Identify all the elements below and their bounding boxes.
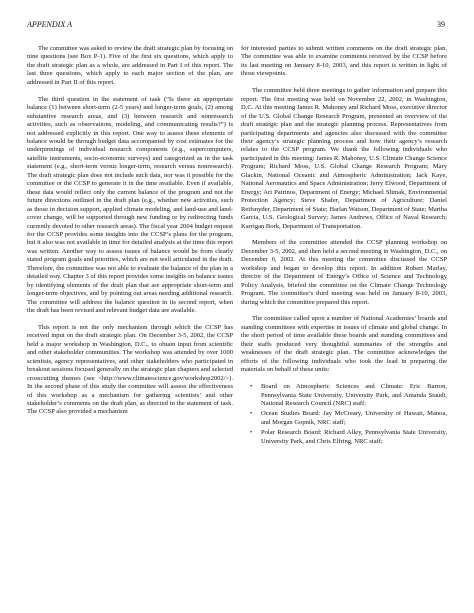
list-item bbox=[241, 383, 447, 408]
bullet-icon: • bbox=[250, 383, 253, 391]
paragraph: Members of the committee attended the CCSP planning workshop on December 3-5, 2002, and then held a second meeting in Washington, D.C., on December 6, 2002. At this meeting the committee discussed the CCSP workshop and began to develop this report. In addition Robert Marlay, director of the Department of Energy’s Office of Science and Technology Policy Analysis, briefed the committee on the Climate Change Technology Program. The committee’s third meeting was held on January 8-10, 2003, during which the committee prepared this report. bbox=[241, 239, 447, 306]
paragraph: The committee was asked to review the draft strategic plan by focusing on nine questions (see Box P-1). Five of the first six questions, which apply to the draft strategic plan as a whole, are addressed in Part I of this report. The last three questions, which apply to each major section of the plan, are addressed in Part II of this report. bbox=[27, 45, 233, 86]
list-item-text: Board on Atmospheric Sciences and Climate: Eric Barron, Pennsylvania State University, University Park, and Amanda Staudt, National Research Council (NRC) staff; bbox=[261, 383, 447, 407]
units-list bbox=[241, 383, 447, 446]
paragraph: The committee called upon a number of National Academies’ boards and standing committees with expertise in issues of climate and global change. In the short period of time available these boards and standing committees and their staffs produced very thoughtful summaries of the strengths and weaknesses of the draft strategic plan. The committee acknowledges the efforts of the following individuals who took the lead in preparing the materials on behalf of these units: bbox=[241, 315, 447, 374]
running-head: APPENDIX A bbox=[27, 20, 72, 29]
bullet-icon: • bbox=[250, 410, 253, 418]
paragraph: The third question in the statement of task (“Is there an appropriate balance (1) between short-term (2-5 years) and longer-term goals, (2) among substantive research areas, and (3) between research and nonresearch activities, such as observations, modeling, and communicating results?”) is not addressed explicitly in this report. One way to assess these elements of balance would be through budget data accompanied by cost estimates for the underpinnings of individual research components (e.g., supercomputers, satellite instruments, socio-economic surveys) and categorized as in the task statement (e.g., short-term versus longer-term, research versus nonresearch). The draft strategic plan does not include such data, nor was it possible for the committee or the CCSP to generate it in the time available. Even if available, these data would reflect only the current balance of the program and not the future directions outlined in the draft plan (e.g., whether new activities, such as those in decision support, applied climate modeling, and land-use and land-cover change, will be supported through new funding or by redirecting funds currently devoted to other research areas). The fiscal year 2004 budget request for the CCSP provides some insights into the CCSP’s plans for the program, but it also was not available in time for detailed analysis at the time this report was written. Another way to assess issues of balance would be from clearly stated program goals and priorities, which are not well articulated in the draft. Therefore, the committee was not able to evaluate the balance of the plan in a detailed way. Chapter 3 of this report provides some insights on balance issues by identifying elements of the draft plan that are appropriate short-term and longer-term objectives, and by pointing out areas needing additional research. The committee will address the balance question in its second report, when the draft has been revised and relevant budget data are available. bbox=[27, 95, 233, 315]
page-number: 39 bbox=[437, 20, 445, 29]
list-item bbox=[241, 410, 447, 427]
page-header bbox=[27, 20, 445, 32]
list-item-text: Polar Research Board: Richard Alley, Pennsylvania State University, University Park, and Chris Elfring, NRC staff; bbox=[261, 429, 447, 445]
paragraph: This report is not the only mechanism through which the CCSP has received input on the draft strategic plan. On December 3-5, 2002, the CCSP held a major workshop in Washington, D.C., to obtain input from scientific and other stakeholder communities. The workshop was attended by over 1000 scientists, agency representatives, and other stakeholders who participated in breakout sessions focused generally on the strategic plan chapters and selected crosscutting themes (see <http://www.climatescience.gov/workshop2002/>). In the second phase of this study the committee will assess the effectiveness of this workshop as a mechanism for gathering scientists’ and other stakeholder’s comments on the draft plan, as directed in the statement of task. The CCSP also provided a mechanism bbox=[27, 323, 233, 416]
left-column bbox=[27, 45, 233, 425]
paragraph-continued: for interested parties to submit written comments on the draft strategic plan. The committee was able to examine comments received by the CCSP before its last meeting on January 8-10, 2003, and this report is written in light of those viewpoints. bbox=[241, 45, 447, 78]
bullet-icon: • bbox=[250, 429, 253, 437]
right-column bbox=[241, 45, 447, 448]
paragraph: The committee held three meetings to gather information and prepare this report. The first meeting was held on November 22, 2002, in Washington, D.C. At this meeting James R. Mahoney and Richard Moss, executive director of the U.S. Global Change Research Program, presented an overview of the draft strategic plan and the strategic planning process. Representatives from participating departments and agencies also discussed with the committee their agency’s strategic planning process and how their agency’s research relates to the CCSP program. We thank the following individuals who participated in this meeting: James R. Mahoney, U.S. Climate Change Science Program; Richard Moss, U.S. Global Change Research Program; Mary Glackin, National Oceanic and Atmospheric Administration; Jack Kaye, National Aeronautics and Space Administration; Jerry Elwood, Department of Energy; Ari Patrinos, Department of Energy; Michael Slimak, Environmental Protection Agency; Steve Shafer, Department of Agriculture; Daniel Reifsnyder, Department of State; Harlan Watson, Department of State; Martha Garcia, U.S. Geological Survey; James Andrews, Office of Naval Research; Karrigan Bork, Department of Transportation. bbox=[241, 87, 447, 230]
list-item bbox=[241, 429, 447, 446]
list-item-text: Ocean Studies Board: Jay McCreary, University of Hawaii, Manoa, and Morgan Gopnik, NRC staff; bbox=[261, 410, 447, 426]
